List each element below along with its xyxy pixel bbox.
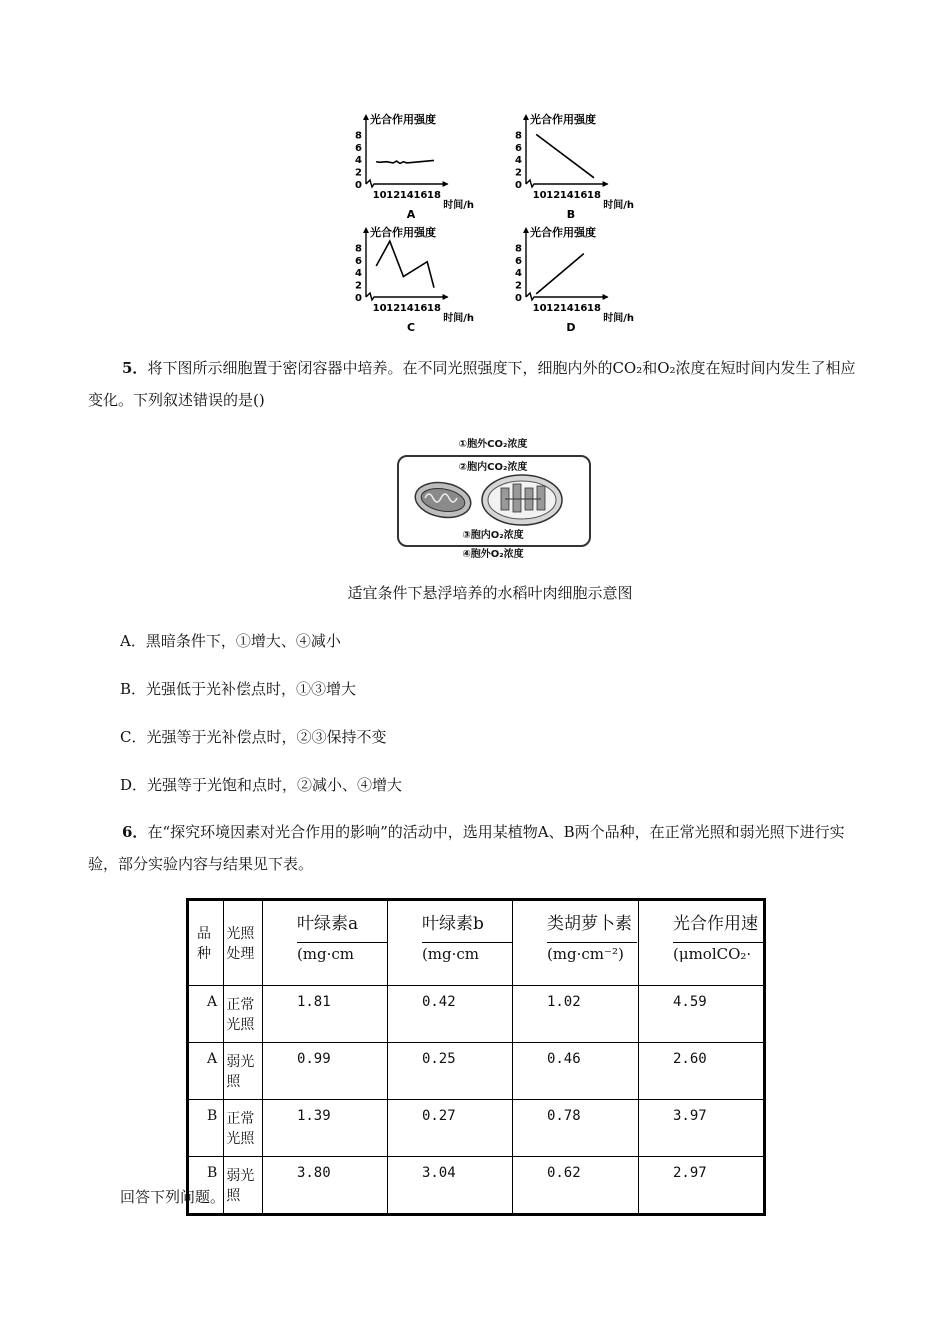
y-tick-label: 6 bbox=[515, 142, 522, 154]
table-cell: 0.78 bbox=[512, 1100, 638, 1157]
y-axis-title: 光合作用强度 bbox=[530, 226, 596, 239]
table-row bbox=[188, 1100, 765, 1157]
table-cell: 0.62 bbox=[512, 1157, 638, 1215]
y-tick-label: 0 bbox=[515, 293, 522, 304]
table-cell: A bbox=[188, 986, 224, 1043]
diagram-label-3: ③胞内O₂浓度 bbox=[462, 530, 524, 541]
x-axis-unit: 时间/h bbox=[443, 313, 474, 324]
y-tick-label: 8 bbox=[515, 130, 522, 142]
chart-d bbox=[496, 225, 636, 333]
table-cell: 2.97 bbox=[638, 1157, 764, 1215]
x-tick-label: 12 bbox=[386, 190, 401, 201]
y-tick-label: 4 bbox=[515, 268, 522, 280]
table-cell: 3.97 bbox=[638, 1100, 764, 1157]
y-axis-arrow-icon bbox=[523, 227, 529, 233]
y-tick-label: 6 bbox=[355, 142, 362, 154]
x-tick-label: 14 bbox=[559, 190, 574, 201]
x-axis-unit: 时间/h bbox=[603, 313, 634, 324]
table-cell: 0.27 bbox=[387, 1100, 512, 1157]
option-a: A．黑暗条件下，①增大、④减小 bbox=[120, 632, 341, 650]
question-6-number: 6． bbox=[122, 823, 148, 841]
x-tick-label: 18 bbox=[587, 303, 601, 314]
table-cell: 2.60 bbox=[638, 1043, 764, 1100]
x-tick-label: 16 bbox=[573, 303, 588, 314]
x-axis-arrow-icon bbox=[603, 181, 609, 187]
table-cell: 0.99 bbox=[262, 1043, 387, 1100]
table-row bbox=[188, 1043, 765, 1100]
y-tick-label: 4 bbox=[515, 155, 522, 167]
x-axis bbox=[366, 180, 448, 187]
option-b: B．光强低于光补偿点时，①③增大 bbox=[120, 680, 357, 698]
y-axis-title: 光合作用强度 bbox=[530, 113, 596, 126]
x-axis bbox=[526, 293, 608, 300]
chart-c bbox=[336, 225, 476, 333]
y-axis-arrow-icon bbox=[363, 227, 369, 233]
table-cell: 4.59 bbox=[638, 986, 764, 1043]
x-tick-label: 10 bbox=[372, 303, 387, 314]
question-6 bbox=[88, 816, 868, 880]
x-tick-label: 12 bbox=[546, 190, 561, 201]
y-tick-label: 2 bbox=[355, 280, 362, 292]
table-cell: 1.81 bbox=[262, 986, 387, 1043]
figure-caption: 适宜条件下悬浮培养的水稻叶肉细胞示意图 bbox=[347, 584, 633, 602]
table-row bbox=[188, 1157, 765, 1215]
table-cell: 弱光照 bbox=[224, 1157, 263, 1215]
x-tick-label: 18 bbox=[427, 190, 441, 201]
x-tick-label: 16 bbox=[413, 303, 428, 314]
x-tick-label: 10 bbox=[532, 190, 547, 201]
chart-label: B bbox=[566, 208, 576, 220]
question-5 bbox=[88, 352, 868, 416]
header-cell: 叶绿素a (mg·cm bbox=[262, 900, 387, 986]
x-axis bbox=[366, 293, 448, 300]
x-axis-unit: 时间/h bbox=[603, 200, 634, 211]
x-tick-label: 12 bbox=[546, 303, 561, 314]
table-row bbox=[188, 986, 765, 1043]
y-tick-label: 8 bbox=[355, 130, 362, 142]
y-tick-label: 8 bbox=[515, 243, 522, 255]
chart-a bbox=[336, 112, 476, 220]
chart-label: A bbox=[406, 208, 416, 220]
question-5-text: 将下图所示细胞置于密闭容器中培养。在不同光照强度下，细胞内外的CO₂和O₂浓度在短时间内发生了相应变化。下列叙述错误的是() bbox=[88, 359, 856, 409]
x-tick-label: 10 bbox=[532, 303, 547, 314]
x-tick-label: 12 bbox=[386, 303, 401, 314]
y-axis-arrow-icon bbox=[363, 114, 369, 120]
table-header-row bbox=[188, 900, 765, 986]
diagram-label-4: ④胞外O₂浓度 bbox=[462, 549, 524, 560]
y-axis-title: 光合作用强度 bbox=[370, 113, 436, 126]
x-axis-unit: 时间/h bbox=[443, 200, 474, 211]
table-cell: 正常光照 bbox=[224, 1100, 263, 1157]
y-tick-label: 2 bbox=[355, 167, 362, 179]
x-axis bbox=[526, 180, 608, 187]
table-cell: 正常光照 bbox=[224, 986, 263, 1043]
header-cell: 光合作用速 (μmolCO₂· bbox=[638, 900, 764, 986]
table-cell: 弱光照 bbox=[224, 1043, 263, 1100]
table-cell: 3.04 bbox=[387, 1157, 512, 1215]
y-tick-label: 4 bbox=[355, 155, 362, 167]
question-6-followup: 回答下列问题。 bbox=[120, 1188, 226, 1206]
x-tick-label: 16 bbox=[413, 190, 428, 201]
x-tick-label: 14 bbox=[399, 190, 414, 201]
diagram-label-2: ②胞内CO₂浓度 bbox=[458, 462, 528, 473]
x-axis-arrow-icon bbox=[603, 294, 609, 300]
chart-label: C bbox=[406, 321, 416, 333]
x-tick-label: 10 bbox=[372, 190, 387, 201]
data-line bbox=[376, 160, 434, 163]
diagram-label-1: ①胞外CO₂浓度 bbox=[458, 439, 528, 450]
data-line bbox=[536, 254, 584, 294]
chart-b bbox=[496, 112, 636, 220]
question-6-text: 在“探究环境因素对光合作用的影响”的活动中，选用某植物A、B两个品种，在正常光照和弱光照下进行实验，部分实验内容与结果见下表。 bbox=[88, 823, 845, 873]
table-cell: B bbox=[188, 1100, 224, 1157]
x-tick-label: 18 bbox=[427, 303, 441, 314]
y-tick-label: 6 bbox=[515, 255, 522, 267]
data-table bbox=[186, 898, 766, 1216]
chart-label: D bbox=[566, 321, 576, 333]
header-cell: 类胡萝卜素 (mg·cm⁻²) bbox=[512, 900, 638, 986]
table-cell: 0.46 bbox=[512, 1043, 638, 1100]
table-cell: B bbox=[188, 1157, 224, 1215]
y-tick-label: 6 bbox=[355, 255, 362, 267]
y-tick-label: 0 bbox=[515, 180, 522, 191]
header-cell: 品种 bbox=[188, 900, 224, 986]
y-axis-title: 光合作用强度 bbox=[370, 226, 436, 239]
y-tick-label: 0 bbox=[355, 180, 362, 191]
y-tick-label: 0 bbox=[355, 293, 362, 304]
table-cell: 0.25 bbox=[387, 1043, 512, 1100]
x-axis-arrow-icon bbox=[443, 294, 449, 300]
y-tick-label: 2 bbox=[515, 280, 522, 292]
cell-diagram bbox=[395, 430, 595, 560]
y-tick-label: 8 bbox=[355, 243, 362, 255]
question-5-number: 5． bbox=[122, 359, 148, 377]
header-cell: 光照处理 bbox=[224, 900, 263, 986]
table-cell: A bbox=[188, 1043, 224, 1100]
x-tick-label: 18 bbox=[587, 190, 601, 201]
x-axis-arrow-icon bbox=[443, 181, 449, 187]
y-tick-label: 4 bbox=[355, 268, 362, 280]
organelles bbox=[407, 472, 583, 528]
x-tick-label: 14 bbox=[559, 303, 574, 314]
y-axis-arrow-icon bbox=[523, 114, 529, 120]
y-tick-label: 2 bbox=[515, 167, 522, 179]
mitochondrion-icon bbox=[412, 478, 473, 521]
x-tick-label: 16 bbox=[573, 190, 588, 201]
option-c: C．光强等于光补偿点时，②③保持不变 bbox=[120, 728, 387, 746]
table-cell: 0.42 bbox=[387, 986, 512, 1043]
data-line bbox=[376, 241, 434, 288]
header-cell: 叶绿素b (mg·cm bbox=[387, 900, 512, 986]
x-tick-label: 14 bbox=[399, 303, 414, 314]
table-cell: 1.39 bbox=[262, 1100, 387, 1157]
data-line bbox=[536, 134, 594, 177]
table-cell: 3.80 bbox=[262, 1157, 387, 1215]
option-d: D．光强等于光饱和点时，②减小、④增大 bbox=[120, 776, 403, 794]
chloroplast-icon bbox=[482, 475, 562, 525]
table-cell: 1.02 bbox=[512, 986, 638, 1043]
